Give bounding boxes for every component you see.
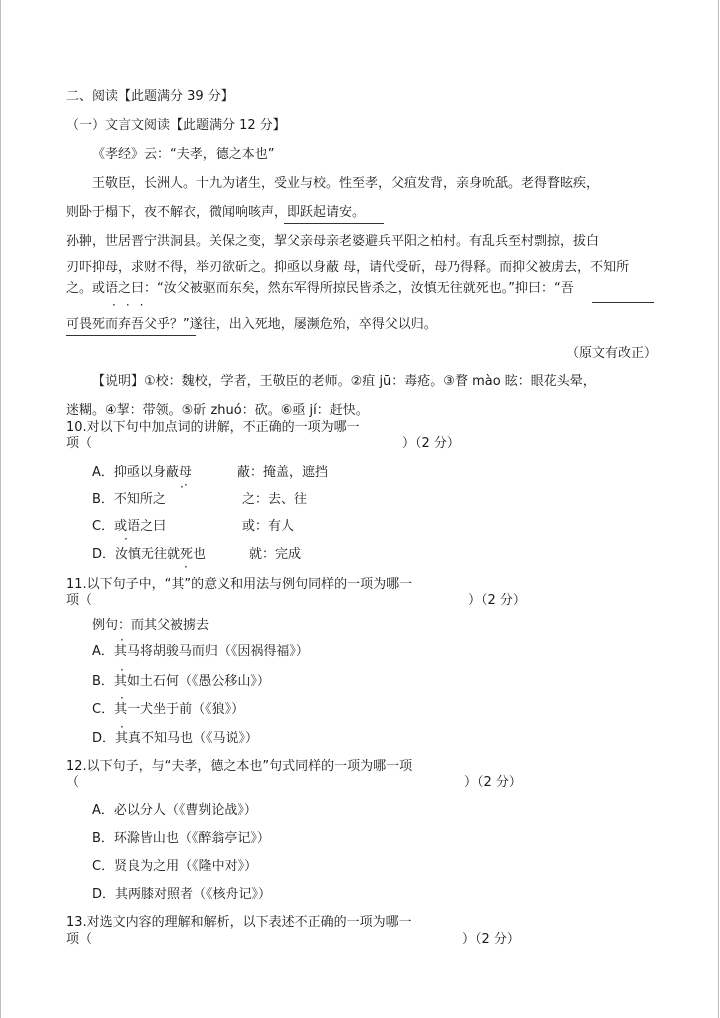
q10-score: ）（2 分） [402, 436, 460, 451]
q10-stem-prefix: 项（ [66, 436, 93, 451]
q10-option-b: B．不知所之 [92, 492, 166, 507]
q13-stem-prefix: 项（ [66, 932, 93, 947]
subsection-title: （一）文言文阅读【此题满分 12 分】 [66, 118, 286, 133]
q11-option-d: D．其真不知马也（《马说》） [92, 731, 259, 746]
passage-para2-line3: 之。或语之曰：“汝父被驱而东矣，然东军得所掠民皆杀之，汝慎无往就死也。”抑曰：“吾 [66, 281, 574, 296]
emphasis-dot: · [120, 691, 124, 705]
emphasis-dot: · [180, 480, 184, 494]
q11-option-c: C．其一犬坐于前（《狼》） [92, 702, 245, 717]
emphasis-dot: · [184, 478, 188, 492]
page-border-left [0, 0, 1, 1018]
passage-para2-line1: 孙翀，世居晋宁洪洞县。关保之变，挈父亲母亲老婆避兵平阳之柏村。有乱兵至村剽掠，拔白 [66, 234, 600, 249]
q12-stem-prefix: （ [66, 775, 80, 790]
q11-score: ）（2 分） [468, 593, 526, 608]
emphasis-dot: · [120, 720, 124, 734]
q12-option-c: C．贤良为之用（《隆中对》） [92, 859, 258, 874]
q12-option-b: B．环滁皆山也（《醉翁亭记》） [92, 831, 270, 846]
q10-option-a: A．抑亟以身蔽母 [92, 465, 192, 480]
q13-stem: 13.对选文内容的理解和解析，以下表述不正确的一项为哪一 [66, 915, 412, 930]
q10-option-c: C．或语之曰 [92, 519, 167, 534]
q10-option-d-explain: 就：完成 [249, 547, 302, 562]
underline-mark [592, 302, 654, 303]
page-border-right [718, 0, 719, 1018]
passage-para2-line2: 刃吓抑母，求财不得，举刃欲斫之。抑亟以身蔽 母，请代受斫，母乃得释。而抑父被虏去，不知所 [66, 260, 630, 275]
emphasis-dot: · [184, 560, 188, 574]
q12-option-a: A．必以分人（《曹刿论战》） [92, 803, 257, 818]
q11-option-b: B．其如土石何（《愚公移山》） [92, 674, 270, 689]
q10-option-d: D．汝慎无往就死也 [92, 547, 207, 562]
emphasis-dot: · [120, 663, 124, 677]
passage-para1-line1: 王敬臣，长洲人。十九为诸生，受业与校。性至孝，父疽发背，亲身吮舐。老得瞀眩疾， [92, 176, 600, 191]
passage-para2-line4: 可畏死而弃吾父乎？”遂往，出入死地，屡濒危殆，卒得父以归。 [66, 317, 437, 332]
q11-example: 例句：而其父被掳去 [92, 618, 210, 633]
q11-stem: 11.以下句子中，“其”的意义和用法与例句同样的一项为哪一 [66, 577, 413, 592]
q12-option-d: D．其两膝对照者（《核舟记》） [92, 887, 272, 902]
q12-stem: 12.以下句子，与“夫孝，德之本也”句式同样的一项为哪一项 [66, 759, 413, 774]
emphasis-dot: · [124, 532, 128, 546]
q10-option-c-explain: 或：有人 [242, 519, 295, 534]
q11-stem-prefix: 项（ [66, 593, 93, 608]
q10-option-b-explain: 之：去、往 [242, 492, 308, 507]
q12-score: ）（2 分） [464, 775, 522, 790]
q10-stem: 10.对以下句中加点词的讲解，不正确的一项为哪一 [66, 420, 360, 435]
notes-line2: 迷糊。④挈：带领。⑤斫 zhuó：砍。⑥亟 jí：赶快。 [66, 403, 369, 418]
source-note: （原文有改正） [566, 346, 658, 361]
underline-mark [284, 223, 384, 224]
underline-mark [66, 335, 196, 336]
q11-option-a: A．其马将胡骏马而归（《因祸得福》） [92, 644, 309, 659]
q13-score: ）（2 分） [462, 932, 520, 947]
emphasis-dots: ··· [112, 298, 154, 312]
passage-para1-line2: 则卧于榻下，夜不解衣，微闻响咳声，即跃起请安。 [66, 205, 366, 220]
notes-line1: 【说明】①校：魏校，学者，王敬臣的老师。②疽 jū：毒疮。③瞀 mào 眩：眼花头晕， [92, 374, 596, 389]
quote-line: 《孝经》云：“夫孝，德之本也” [92, 147, 275, 162]
q10-option-a-explain: 蔽：掩盖，遮挡 [237, 465, 329, 480]
section-title: 二、阅读【此题满分 39 分】 [66, 89, 234, 104]
emphasis-dot: · [120, 633, 124, 647]
